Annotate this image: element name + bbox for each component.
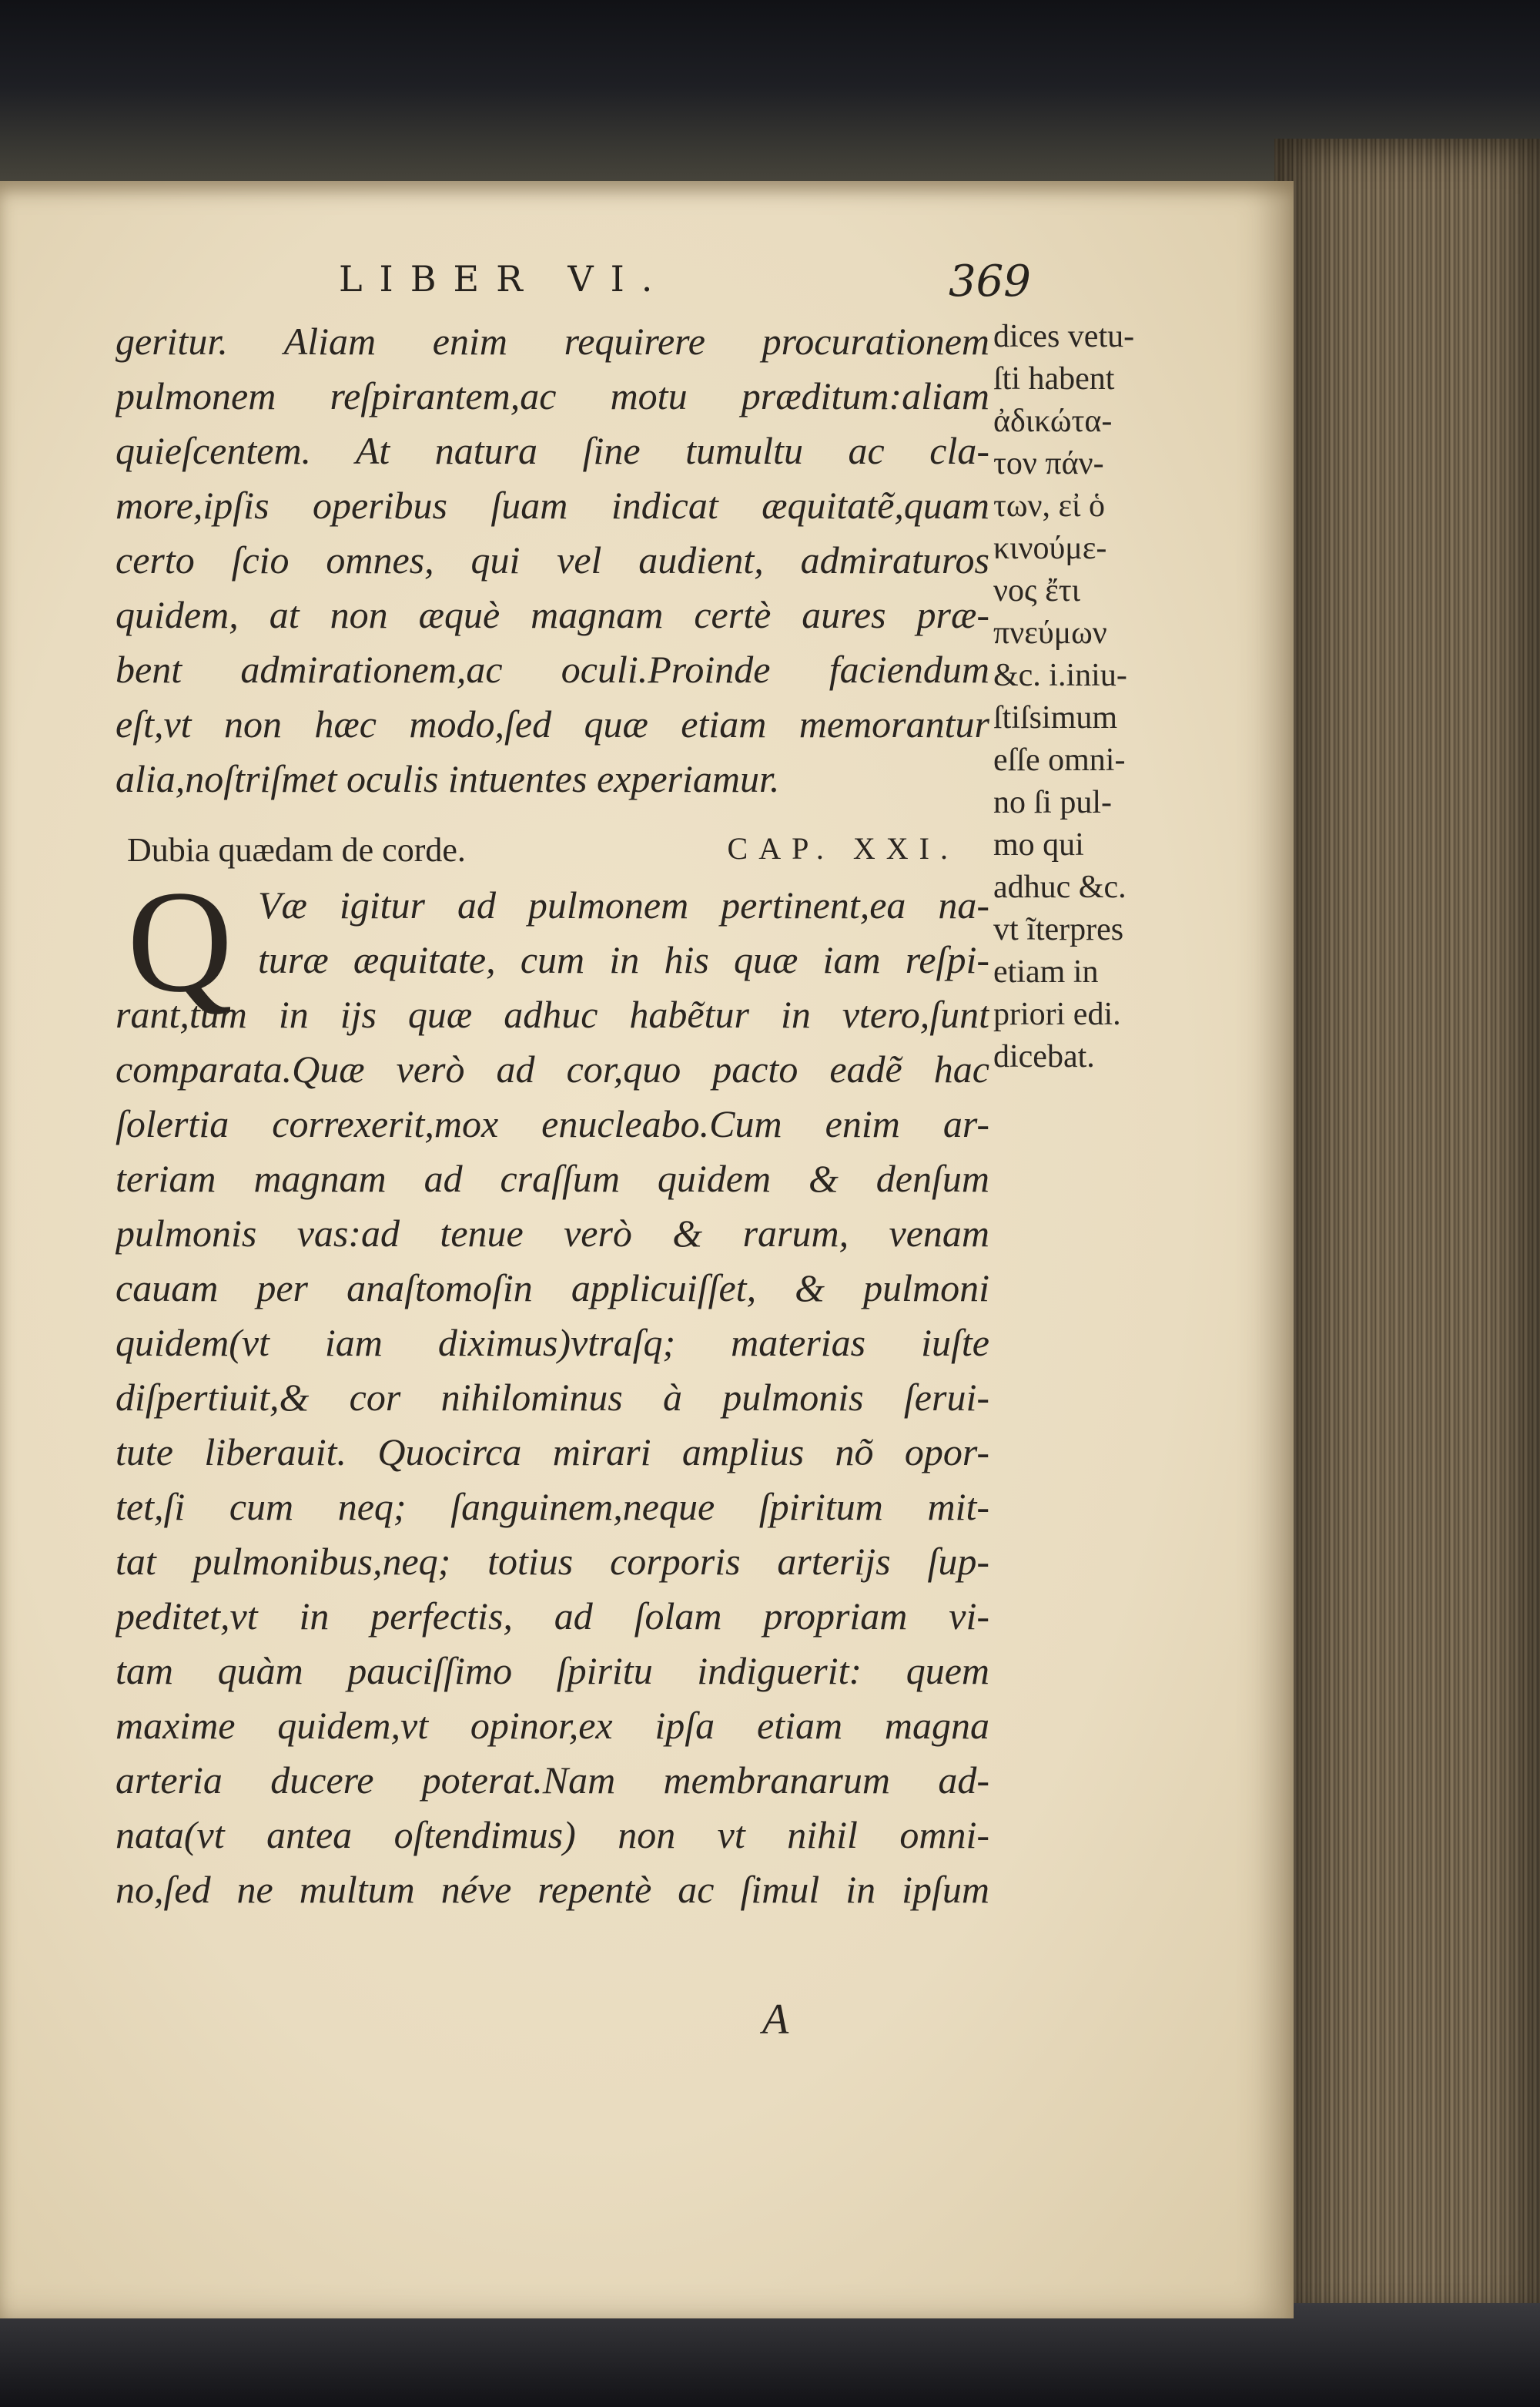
margin-note-line: νος ἔτι — [993, 573, 1080, 608]
margin-note-line: etiam in — [993, 954, 1099, 990]
text-line: geritur. Aliam enim requirere procurationem — [116, 320, 989, 363]
text-line: nata(vt antea oſtendimus) non vt nihil omni- — [116, 1813, 989, 1856]
text-line: no,ſed ne multum néve repentè ac ſimul in ipſum — [116, 1868, 989, 1911]
text-line: alia,noſtriſmet oculis intuentes experiamur. — [116, 757, 780, 800]
main-text-block — [116, 314, 989, 1917]
text-line: more,ipſis operibus ſuam indicat æquitatẽ,quam — [116, 484, 989, 527]
chapter-heading — [127, 830, 959, 870]
text-line: quidem(vt iam diximus)vtraſq; materias iuſte — [116, 1321, 989, 1364]
text-line: tet,ſi cum neq; ſanguinem,neque ſpiritum mit- — [116, 1485, 989, 1528]
margin-note-line: των, εἰ ὁ — [993, 488, 1105, 524]
text-line: tat pulmonibus,neq; totius corporis arterijs ſup- — [116, 1540, 989, 1583]
margin-note-line: ſti habent — [993, 361, 1115, 397]
text-line: cauam per anaſtomoſin applicuiſſet, & pulmoni — [116, 1266, 989, 1309]
text-line: certo ſcio omnes, qui vel audient, admiraturos — [116, 538, 989, 582]
text-line: arteria ducere poterat.Nam membranarum ad- — [116, 1758, 989, 1802]
text-line: eſt,vt non hæc modo,ſed quæ etiam memorantur — [116, 702, 989, 746]
book-page-edges — [1274, 139, 1540, 2326]
text-line: turæ æquitate, cum in his quæ iam reſpi- — [258, 938, 989, 981]
text-line: tam quàm pauciſſimo ſpiritu indiguerit: quem — [116, 1649, 989, 1692]
margin-note-line: dicebat. — [993, 1039, 1095, 1074]
paragraph-before — [116, 314, 989, 806]
chapter-number: CAP. XXI. — [727, 831, 959, 866]
margin-note-line: ſtiſsimum — [993, 700, 1118, 736]
margin-note-line: adhuc &c. — [993, 870, 1127, 905]
margin-note-line: τον πάν- — [993, 446, 1104, 481]
chapter-title: Dubia quædam de corde. — [127, 831, 466, 869]
text-line: maxime quidem,vt opinor,ex ipſa etiam magna — [116, 1704, 989, 1747]
paragraph-drop-lines — [116, 878, 989, 987]
margin-note-line: eſſe omni- — [993, 743, 1126, 778]
margin-note-line: vt ĩterpres — [993, 912, 1124, 947]
paragraph-after — [116, 987, 989, 1917]
margin-note-line: κινούμε- — [993, 531, 1107, 566]
margin-note-line: priori edi. — [993, 997, 1121, 1032]
drop-initial: Q — [127, 861, 233, 1023]
text-line: quieſcentem. At natura ſine tumultu ac cla- — [116, 429, 989, 472]
margin-note-line: ἀδικώτα- — [993, 404, 1113, 439]
page-number: 369 — [949, 256, 1031, 307]
text-line: quidem, at non æquè magnam certè aures præ- — [116, 593, 989, 636]
text-line: diſpertiuit,& cor nihilominus à pulmonis ſerui- — [116, 1376, 989, 1419]
margin-note-line: πνεύμων — [993, 615, 1107, 651]
book-binding-bottom — [0, 2303, 1540, 2407]
text-line: Væ igitur ad pulmonem pertinent,ea na- — [258, 883, 989, 927]
text-line: ſolertia correxerit,mox enucleabo.Cum enim ar- — [116, 1102, 989, 1145]
catchword: A — [762, 1996, 789, 2043]
text-line: teriam magnam ad craſſum quidem & denſum — [116, 1157, 989, 1200]
margin-note-line: &c. i.iniu- — [993, 658, 1127, 693]
margin-notes — [993, 316, 1194, 1078]
text-line: pulmonem reſpirantem,ac motu præditum:aliam — [116, 374, 989, 417]
running-head: LIBER VI. — [339, 258, 670, 300]
text-line: pulmonis vas:ad tenue verò & rarum, venam — [116, 1212, 989, 1255]
text-line: bent admirationem,ac oculi.Proinde faciendum — [116, 648, 989, 691]
margin-note-line: no ſi pul- — [993, 785, 1112, 820]
margin-note-line: dices vetu- — [993, 319, 1135, 354]
margin-note-line: mo qui — [993, 827, 1084, 863]
text-line: comparata.Quæ verò ad cor,quo pacto eadẽ hac — [116, 1048, 989, 1091]
text-line: peditet,vt in perfectis, ad ſolam propriam vi- — [116, 1594, 989, 1638]
text-line: tute liberauit. Quocirca mirari amplius nõ opor- — [116, 1430, 989, 1473]
text-line: rant,tum in ijs quæ adhuc habẽtur in vtero,ſunt — [116, 993, 989, 1036]
